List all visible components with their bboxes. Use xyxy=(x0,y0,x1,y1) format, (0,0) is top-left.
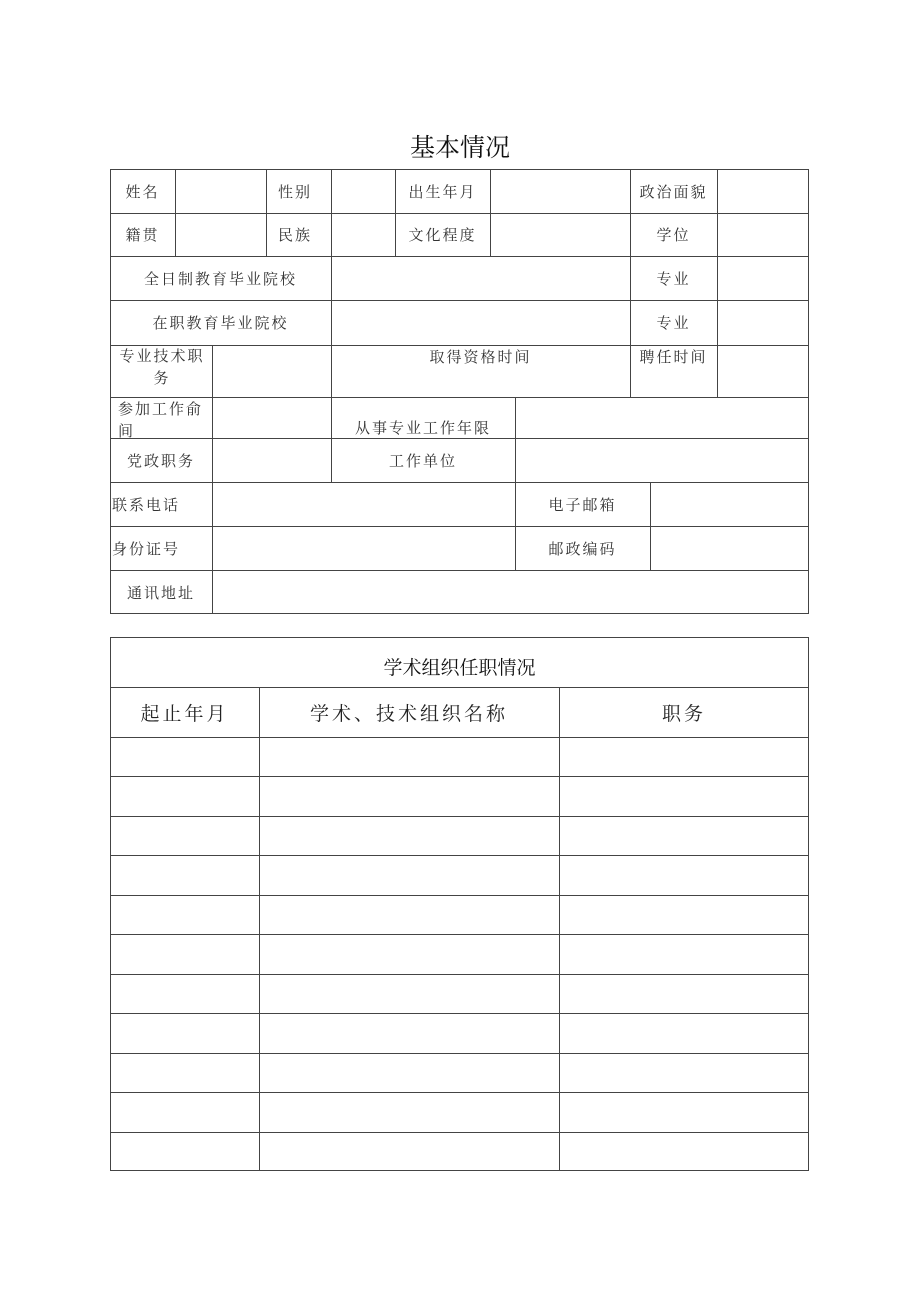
label-education-level: 文化程度 xyxy=(408,226,477,244)
position-cell[interactable] xyxy=(559,816,809,855)
label-address: 通讯地址 xyxy=(126,583,195,602)
position-cell[interactable] xyxy=(559,974,809,1013)
work-years-field[interactable] xyxy=(515,397,809,438)
period-cell[interactable] xyxy=(110,934,259,973)
party-post-field[interactable] xyxy=(212,438,331,482)
education-level-field[interactable] xyxy=(490,213,630,256)
label-work-years: 从事专业工作年限 xyxy=(354,418,491,437)
position-cell[interactable] xyxy=(559,1013,809,1052)
period-cell[interactable] xyxy=(110,855,259,894)
work-start-field[interactable] xyxy=(212,397,331,438)
header-org-name: 学术、技术组织名称 xyxy=(309,702,508,725)
major-inservice-field[interactable] xyxy=(717,300,809,345)
appoint-time-field[interactable] xyxy=(717,345,809,397)
academic-table-title: 学术组织任职情况 xyxy=(383,657,536,679)
org-name-cell[interactable] xyxy=(259,816,559,855)
label-fulltime-school: 全日制教育毕业院校 xyxy=(143,269,297,288)
label-native: 籍贯 xyxy=(125,226,160,244)
email-field[interactable] xyxy=(650,482,809,526)
position-cell[interactable] xyxy=(559,1053,809,1092)
label-tech-title: 专业技术职务 xyxy=(119,347,205,387)
label-email: 电子邮箱 xyxy=(548,495,617,514)
period-cell[interactable] xyxy=(110,816,259,855)
label-party-post: 党政职务 xyxy=(126,451,195,470)
label-work-start: 参加工作俞间 xyxy=(118,400,204,440)
period-cell[interactable] xyxy=(110,1013,259,1052)
org-name-cell[interactable] xyxy=(259,737,559,776)
address-field[interactable] xyxy=(212,570,809,614)
org-name-cell[interactable] xyxy=(259,1053,559,1092)
position-cell[interactable] xyxy=(559,1092,809,1131)
label-major-inservice: 专业 xyxy=(656,314,691,332)
position-cell[interactable] xyxy=(559,776,809,815)
degree-field[interactable] xyxy=(717,213,809,256)
label-degree: 学位 xyxy=(656,226,691,244)
label-appoint-time: 聘任时间 xyxy=(639,347,708,366)
phone-field[interactable] xyxy=(212,482,515,526)
period-cell[interactable] xyxy=(110,895,259,934)
label-inservice-school: 在职教育毕业院校 xyxy=(152,314,289,332)
period-cell[interactable] xyxy=(110,776,259,815)
label-birth: 出生年月 xyxy=(408,182,477,201)
position-cell[interactable] xyxy=(559,895,809,934)
org-name-cell[interactable] xyxy=(259,855,559,894)
label-phone: 联系电话 xyxy=(112,495,181,514)
org-name-cell[interactable] xyxy=(259,934,559,973)
label-ethnicity: 民族 xyxy=(278,226,313,244)
col-divider xyxy=(266,169,267,256)
label-name: 姓名 xyxy=(125,182,160,201)
period-cell[interactable] xyxy=(110,737,259,776)
header-position: 职务 xyxy=(661,702,706,725)
label-major: 专业 xyxy=(656,269,691,288)
native-field[interactable] xyxy=(175,213,266,256)
political-field[interactable] xyxy=(717,169,809,213)
label-qualify-time: 取得资格时间 xyxy=(429,347,532,366)
period-cell[interactable] xyxy=(110,974,259,1013)
label-work-unit: 工作单位 xyxy=(388,451,457,470)
period-cell[interactable] xyxy=(110,1053,259,1092)
name-field[interactable] xyxy=(175,169,266,213)
page-title: 基本情况 xyxy=(409,133,510,162)
header-period: 起止年月 xyxy=(140,702,229,725)
position-cell[interactable] xyxy=(559,934,809,973)
work-unit-field[interactable] xyxy=(515,438,809,482)
label-postcode: 邮政编码 xyxy=(548,539,617,558)
gender-field[interactable] xyxy=(331,169,395,213)
org-name-cell[interactable] xyxy=(259,1092,559,1131)
major-field[interactable] xyxy=(717,256,809,300)
position-cell[interactable] xyxy=(559,855,809,894)
position-cell[interactable] xyxy=(559,1132,809,1171)
org-name-cell[interactable] xyxy=(259,776,559,815)
tech-title-field[interactable] xyxy=(212,345,331,397)
ethnicity-field[interactable] xyxy=(331,213,395,256)
label-id-number: 身份证号 xyxy=(112,539,181,558)
fulltime-school-field[interactable] xyxy=(331,256,630,300)
postcode-field[interactable] xyxy=(650,526,809,570)
label-political: 政治面貌 xyxy=(639,182,708,201)
birth-field[interactable] xyxy=(490,169,630,213)
org-name-cell[interactable] xyxy=(259,974,559,1013)
id-number-field[interactable] xyxy=(212,526,515,570)
org-name-cell[interactable] xyxy=(259,895,559,934)
position-cell[interactable] xyxy=(559,737,809,776)
period-cell[interactable] xyxy=(110,1132,259,1171)
inservice-school-field[interactable] xyxy=(331,300,630,345)
label-gender: 性别 xyxy=(278,182,313,201)
org-name-cell[interactable] xyxy=(259,1013,559,1052)
org-name-cell[interactable] xyxy=(259,1132,559,1171)
period-cell[interactable] xyxy=(110,1092,259,1131)
